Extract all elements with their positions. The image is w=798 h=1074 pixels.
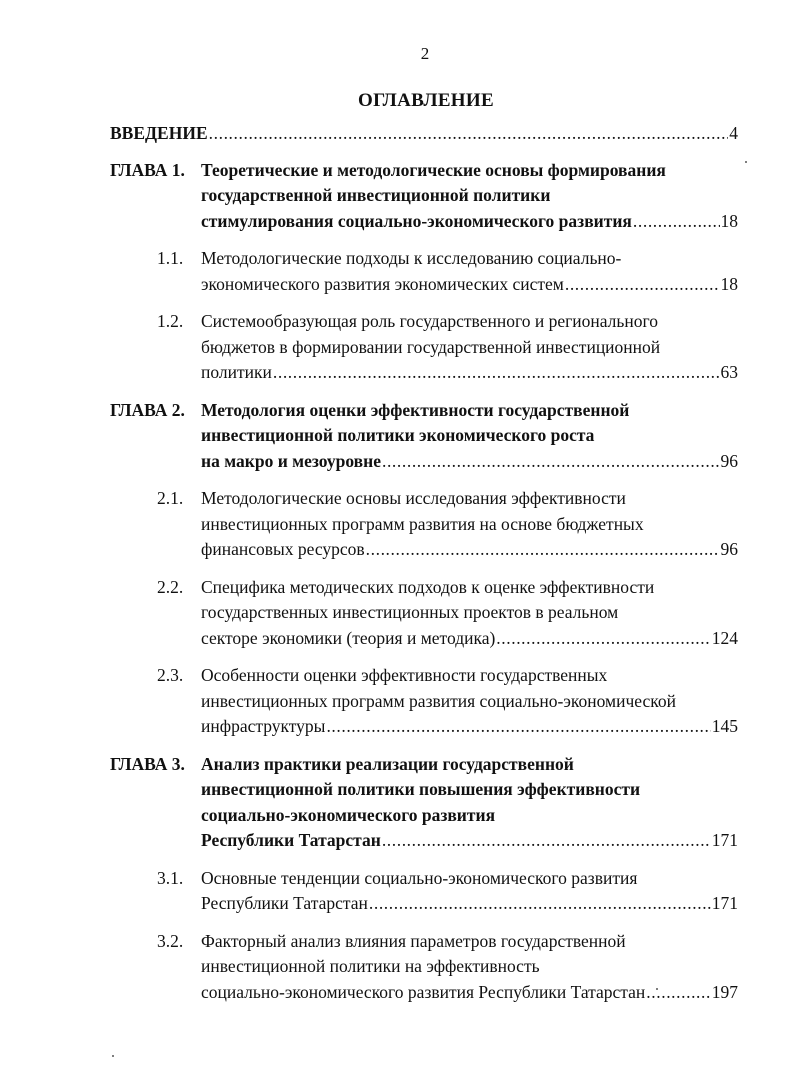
toc-entry-chapter-1: [110, 158, 738, 235]
leader-dots: [565, 272, 720, 298]
toc-entry-intro: [110, 121, 738, 147]
page-number: 2: [420, 44, 430, 63]
chapter-page: 18: [720, 210, 738, 231]
section-title-line: Системообразующая роль государственного и регионального: [201, 311, 658, 331]
section-page: 124: [711, 627, 738, 648]
toc-entry-section-2-3: [110, 663, 738, 740]
chapter-title-line: Республики Татарстан: [201, 830, 381, 850]
toc-entry-section-2-2: [110, 575, 738, 652]
section-title-line: Факторный анализ влияния параметров государственной: [201, 930, 626, 951]
leader-dots: [496, 626, 710, 652]
section-number: 2.1.: [157, 488, 184, 508]
section-page: 96: [720, 539, 738, 559]
chapter-title-line: на макро и мезоуровне: [201, 450, 381, 471]
section-title-line: финансовых ресурсов: [201, 539, 365, 559]
toc-entry-section-2-1: [110, 486, 738, 563]
chapter-title-line: государственной инвестиционной политики: [201, 185, 551, 205]
section-number: 1.1.: [157, 248, 184, 268]
leader-dots: [366, 537, 720, 563]
chapter-number: ГЛАВА 3.: [110, 753, 185, 774]
toc-entry-section-3-1: [110, 866, 738, 917]
toc-entry-section-3-2: [110, 929, 738, 1006]
section-title-line: политики: [201, 362, 272, 382]
intro-page: 4: [729, 123, 738, 143]
section-title-line: экономического развития экономических систем: [201, 273, 564, 294]
scan-speck: [656, 988, 658, 990]
section-title-line: инвестиционной политики на эффективность: [201, 956, 540, 976]
leader-dots: [369, 891, 711, 917]
toc-title: ОГЛАВЛЕНИЕ: [358, 90, 494, 111]
section-title-line: бюджетов в формировании государственной инвестиционной: [201, 336, 661, 357]
section-page: 18: [720, 273, 738, 294]
section-title-line: Методологические подходы к исследованию социально-: [201, 248, 622, 268]
section-title-line: инфраструктуры: [201, 716, 326, 736]
toc-entry-chapter-2: [110, 398, 738, 475]
toc-entry-chapter-3: [110, 752, 738, 854]
toc-entry-section-1-2: [110, 309, 738, 386]
section-title-line: государственных инвестиционных проектов в реальном: [201, 602, 619, 622]
section-number: 2.2.: [157, 576, 184, 597]
leader-dots: [326, 714, 710, 740]
chapter-title-line: Теоретические и методологические основы формирования: [201, 159, 666, 180]
leader-dots: [646, 980, 710, 1006]
section-page: 63: [720, 362, 738, 382]
section-number: 2.3.: [157, 665, 184, 685]
toc-entry-section-1-1: [110, 246, 738, 297]
table-of-contents: [110, 121, 738, 1005]
section-title-line: Специфика методических подходов к оценке эффективности: [201, 576, 655, 597]
leader-dots: [209, 121, 729, 147]
leader-dots: [382, 449, 720, 475]
leader-dots: [273, 360, 720, 386]
chapter-page: 96: [720, 450, 738, 471]
section-number: 1.2.: [157, 311, 184, 331]
section-title-line: Методологические основы исследования эффективности: [201, 488, 626, 508]
section-title-line: Основные тенденции социально-экономического развития: [201, 867, 638, 888]
section-title-line: инвестиционных программ развития социально-экономической: [201, 690, 676, 711]
chapter-title-line: инвестиционной политики экономического роста: [201, 425, 595, 445]
chapter-title-line: инвестиционной политики повышения эффективности: [201, 779, 641, 799]
section-title-line: инвестиционных программ развития на основе бюджетных: [201, 513, 644, 534]
section-number: 3.2.: [157, 930, 184, 951]
section-page: 145: [711, 716, 738, 736]
scan-speck: [745, 161, 747, 163]
chapter-number: ГЛАВА 1.: [110, 159, 185, 180]
chapter-page: 171: [711, 830, 738, 850]
section-page: 197: [711, 981, 738, 1002]
section-number: 3.1.: [157, 867, 184, 888]
leader-dots: [633, 209, 720, 235]
section-title-line: Республики Татарстан: [201, 893, 368, 913]
chapter-title-line: Анализ практики реализации государственной: [201, 753, 574, 774]
chapter-title-line: стимулирования социально-экономического развития: [201, 210, 632, 231]
scan-speck: [112, 1055, 114, 1057]
section-title-line: социально-экономического развития Республики Татарстан: [201, 981, 646, 1002]
intro-label: ВВЕДЕНИЕ: [110, 123, 208, 143]
chapter-title-line: социально-экономического развития: [201, 804, 496, 825]
chapter-title-line: Методология оценки эффективности государственной: [201, 399, 630, 420]
section-page: 171: [711, 893, 738, 913]
section-title-line: секторе экономики (теория и методика): [201, 627, 496, 648]
leader-dots: [382, 828, 711, 854]
section-title-line: Особенности оценки эффективности государственных: [201, 665, 608, 685]
chapter-number: ГЛАВА 2.: [110, 399, 185, 420]
